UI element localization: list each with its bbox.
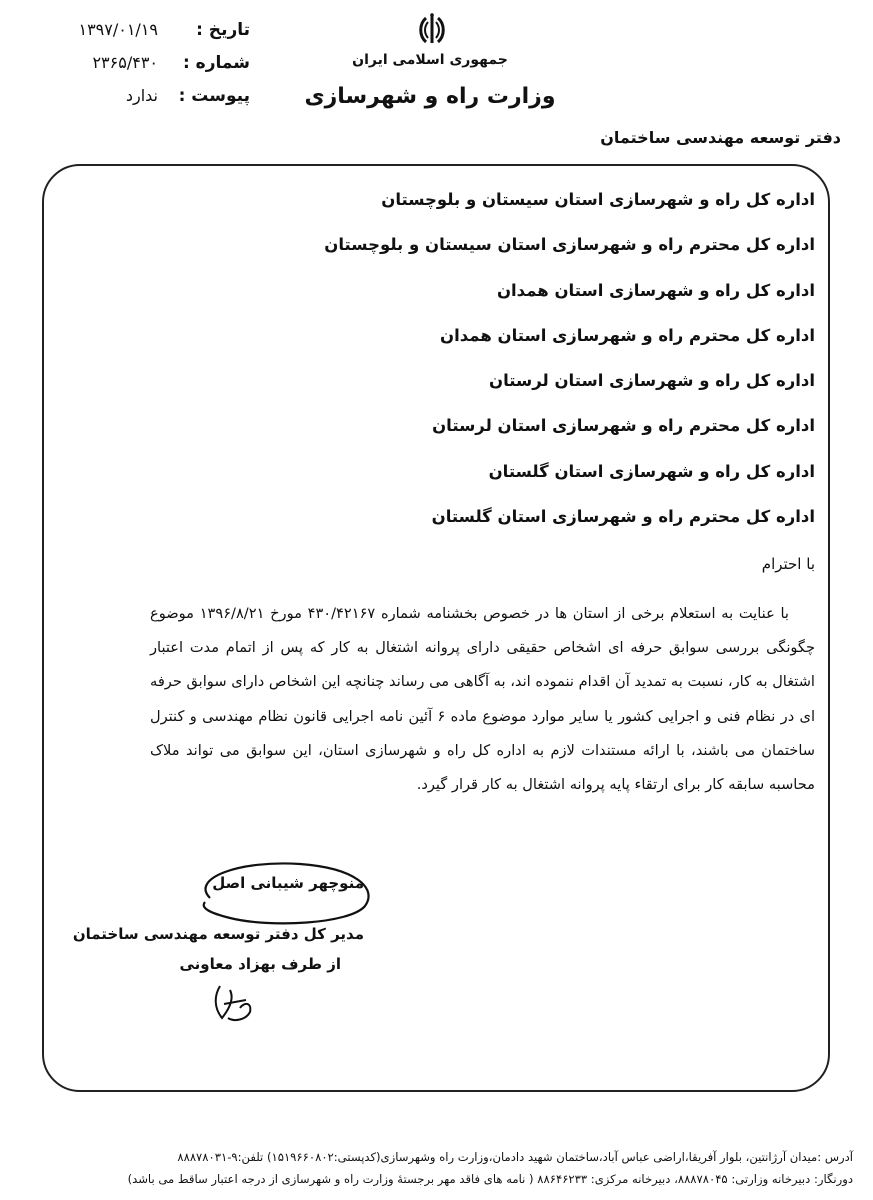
footer-address: آدرس :میدان آرژانتین، بلوار آفریقا،اراضی عباس آباد،ساختمان شهید دادمان،وزارت راه وشهرسازی(کدپستی:۱۵۱۹۶۶۰۸۰۲) تلفن:۹-۸۸۸۷۸۰۳۱ (177, 1150, 853, 1164)
recipient-list (95, 180, 815, 542)
handwritten-signature (200, 978, 270, 1028)
date-label: تاریخ : (196, 20, 250, 40)
attachment-value: ندارد (125, 86, 158, 105)
recipient-line: اداره کل راه و شهرسازی استان همدان (496, 280, 815, 300)
attachment-row (60, 86, 250, 119)
signatory-on-behalf: از طرف بهزاد معاونی (179, 955, 341, 973)
body-paragraph: با عنایت به استعلام برخی از استان ها در خصوص بخشنامه شماره ۴۳۰/۴۲۱۶۷ مورخ ۱۳۹۶/۸/۲۱ موضوع چگونگی بررسی سوابق حرفه ای اشخاص حقیقی دارای پروانه اشتغال به کار که پس از اتمام مدت اعتبار اشتغال به کار، نسبت به تمدید آن اقدام ننموده اند، به آگاهی می رساند چنانچه این اشخاص دارای سوابق حرفه ای در نظام فنی و اجرایی کشور یا سایر موارد موضوع ماده ۶ آئین نامه اجرایی قانون نظام مهندسی و کنترل ساختمان می باشند، با ارائه مستندات لازم به اداره کل راه و شهرسازی استان، این سوابق می تواند ملاک محاسبه سابقه کار برای ارتقاء پایه پروانه اشتغال به کار قرار گیرد. (150, 605, 816, 794)
recipient-line: اداره کل محترم راه و شهرسازی استان لرستان (432, 416, 815, 436)
number-row (60, 53, 250, 86)
letter-body (150, 597, 815, 802)
recipient-line: اداره کل راه و شهرسازی استان سیستان و بلوچستان (381, 190, 815, 209)
recipient-line: اداره کل محترم راه و شهرسازی استان همدان (440, 325, 815, 345)
iran-emblem-icon (414, 12, 450, 48)
date-value: ۱۳۹۷/۰۱/۱۹ (78, 20, 158, 39)
recipient-line: اداره کل راه و شهرسازی استان گلستان (488, 461, 815, 481)
recipient-line: اداره کل محترم راه و شهرسازی استان سیستان و بلوچستان (324, 235, 815, 255)
attachment-label: پیوست : (178, 86, 250, 106)
date-row (60, 20, 250, 53)
footer-fax: دورنگار: دبیرخانه وزارتی: ۸۸۸۷۸۰۴۵، دبیرخانه مرکزی: ۸۸۶۴۶۲۳۳ ( نامه های فاقد مهر برجستهٔ وزارت راه و شهرسازی از درجه اعتبار ساقط می باشد) (127, 1172, 853, 1186)
office-title: دفتر توسعه مهندسی ساختمان (600, 128, 841, 147)
republic-title: جمهوری اسلامی ایران (352, 52, 508, 68)
number-value: ۲۳۶۵/۴۳۰ (92, 53, 158, 72)
recipient-line: اداره کل محترم راه و شهرسازی استان گلستان (431, 507, 815, 527)
ministry-title: وزارت راه و شهرسازی (304, 84, 556, 109)
signature-oval-stroke (180, 858, 380, 928)
recipient-line: اداره کل راه و شهرسازی استان لرستان (489, 371, 815, 391)
signatory-name: منوچهر شیبانی اصل (212, 874, 364, 892)
number-label: شماره : (182, 53, 250, 73)
greeting: با احترام (761, 555, 815, 573)
signatory-title: مدیر کل دفتر توسعه مهندسی ساختمان (72, 925, 364, 943)
letter-meta (60, 20, 250, 119)
letter-footer (22, 1146, 853, 1190)
